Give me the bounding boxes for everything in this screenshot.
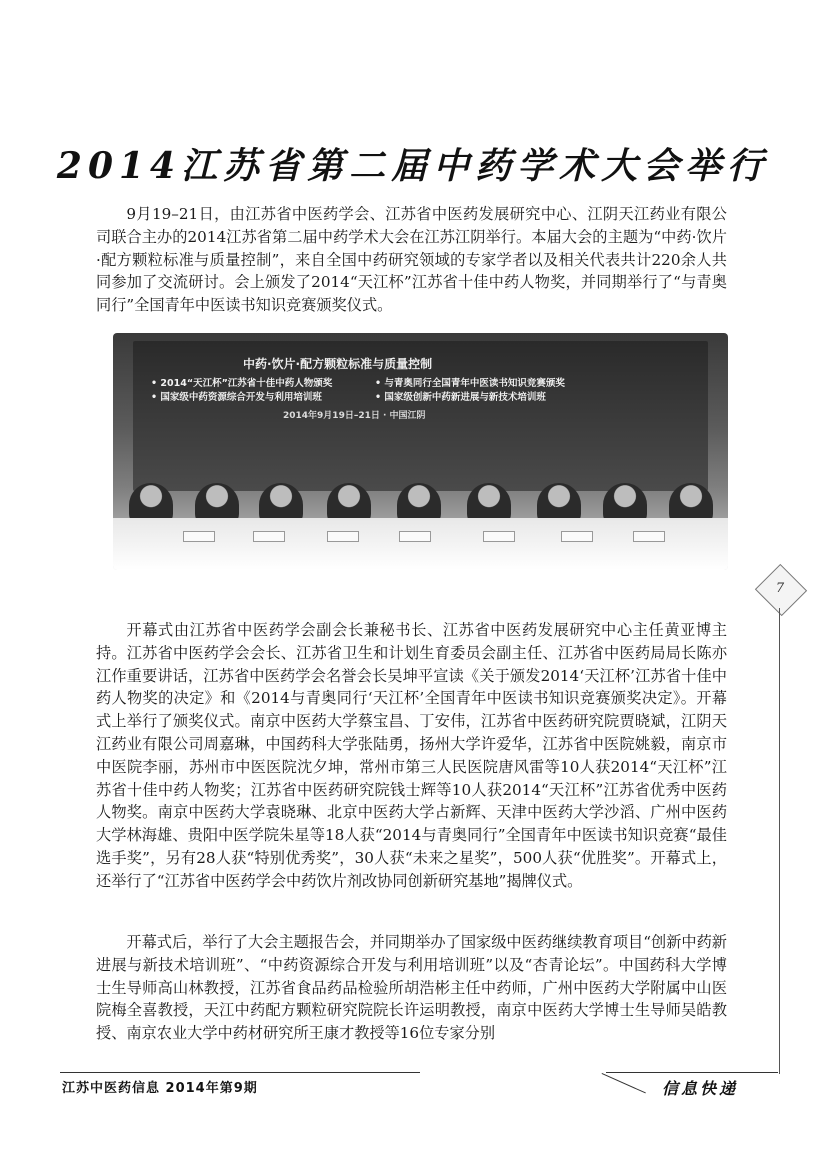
name-card bbox=[561, 531, 593, 542]
banner-line-1: 中药·饮片·配方颗粒标准与质量控制 bbox=[243, 357, 433, 371]
article-paragraph-3: 开幕式后，举行了大会主题报告会，并同期举办了国家级中医药继续教育项目“创新中药新进展与新技术培训班”、“中药资源综合开发与利用培训班”以及“杏青论坛”。中国药科大学博士生导师高山林教授，江苏省食品药品检验所胡浩彬主任中药师，广州中医药大学附属中山医院梅全喜教授，天江中药配方颗粒研究院院长许运明教授，南京中医药大学博士生导师吴皓教授、南京农业大学中药材研究所王康才教授等16位专家分别 bbox=[96, 933, 727, 1043]
article-paragraph-2: 开幕式由江苏省中医药学会副会长兼秘书长、江苏省中医药发展研究中心主任黄亚博主持。江苏省中医药学会会长、江苏省卫生和计划生育委员会副主任、江苏省中医药局局长陈亦江作重要讲话，江苏省中医药学会名誉会长吴坤平宣读《关于颁发2014‘天江杯’江苏省十佳中药人物奖的决定》和《2014与青奥同行‘天江杯’全国青年中医读书知识竞赛颁奖决定》。开幕式上举行了颁奖仪式。南京中医药大学蔡宝昌、丁安伟，江苏省中医药研究院贾晓斌，江阴天江药业有限公司周嘉琳，中国药科大学张陆勇，扬州大学许爱华，江苏省中医院姚毅，南京市中医院李丽，苏州市中医医院沈夕坤，常州市第三人民医院唐风雷等10人获2014“天江杯”江苏省十佳中药人物奖；江苏省中医药研究院钱士辉等10人获2014“天江杯”江苏省优秀中医药人物奖。南京中医药大学袁晓琳、北京中医药大学占新辉、天津中医药大学沙滔、广州中医药大学林海雄、贵阳中医学院朱星等18人获“2014与青奥同行”全国青年中医读书知识竞赛“最佳选手奖”，另有28人获“特别优秀奖”，30人获“未来之星奖”，500人获“优胜奖”。开幕式上，还举行了“江苏省中医药学会中药饮片剂改协同创新研究基地”揭牌仪式。 bbox=[96, 621, 727, 890]
footer-rule-left bbox=[60, 1072, 420, 1073]
page-number: 7 bbox=[775, 581, 785, 596]
name-card bbox=[399, 531, 431, 542]
banner-line-3: • 与青奥同行全国青年中医读书知识竞赛颁奖 bbox=[375, 378, 565, 389]
banner-line-2: • 2014“天江杯”江苏省十佳中药人物颁奖 bbox=[151, 378, 333, 389]
margin-rule bbox=[779, 608, 780, 1074]
banner-line-4: • 国家级中药资源综合开发与利用培训班 bbox=[151, 392, 322, 403]
name-card bbox=[327, 531, 359, 542]
footer-rule-right bbox=[606, 1072, 778, 1073]
footer-slash bbox=[602, 1073, 646, 1093]
name-card bbox=[483, 531, 515, 542]
name-card bbox=[183, 531, 215, 542]
conference-photo bbox=[113, 333, 728, 570]
name-card bbox=[253, 531, 285, 542]
conference-table bbox=[113, 518, 728, 570]
journal-issue: 江苏中医药信息 2014年第9期 bbox=[62, 1081, 258, 1096]
banner-line-5: • 国家级创新中药新进展与新技术培训班 bbox=[375, 392, 546, 403]
banner-date: 2014年9月19日–21日 · 中国江阴 bbox=[283, 411, 426, 421]
section-name: 信息快递 bbox=[662, 1079, 739, 1098]
name-card bbox=[633, 531, 665, 542]
article-paragraph-1: 9月19–21日，由江苏省中医药学会、江苏省中医药发展研究中心、江阴天江药业有限公司联合主办的2014江苏省第二届中药学术大会在江苏江阴举行。本届大会的主题为“中药·饮片·配方颗粒标准与质量控制”，来自全国中药研究领域的专家学者以及相关代表共计220余人共同参加了交流研讨。会上颁发了2014“天江杯”江苏省十佳中药人物奖，并同期举行了“与青奥同行”全国青年中医读书知识竞赛颁奖仪式。 bbox=[96, 205, 727, 315]
article-title: 2014江苏省第二届中药学术大会举行 bbox=[56, 145, 770, 187]
